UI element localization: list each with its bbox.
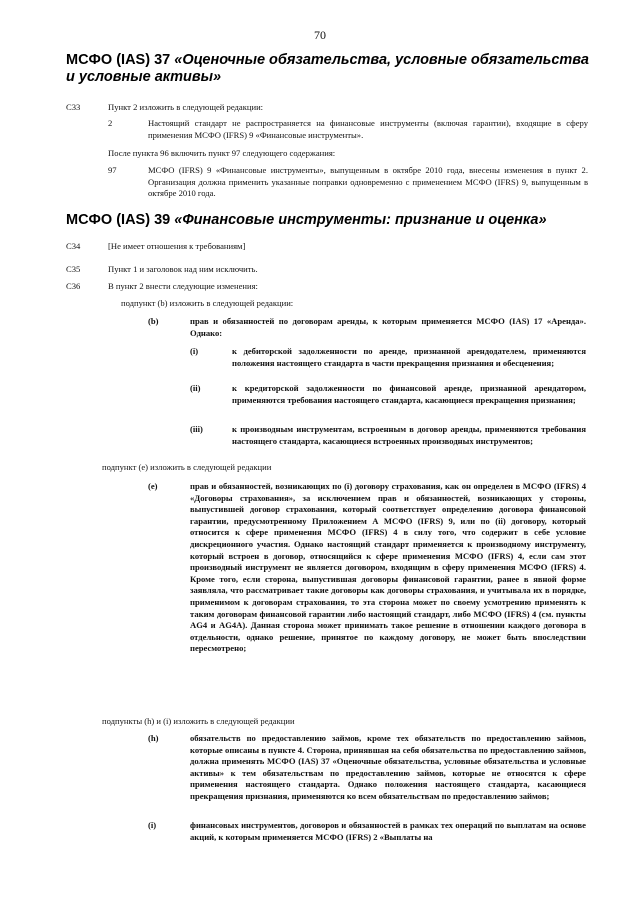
- subparagraph-text: прав и обязанностей, возникающих по (i) договору страхования, как он определен в МСФО (IFRS) 4 «Договоры страхования», за исключением прав и обязанностей, возникающих у стороны, выпустившей договор страхования, который соответствует определению договора финансовой гарантии, предусмотренному Приложением А МСФО (IFRS) 9, или по (ii) договору, который относится к сфере применения МСФО (IFRS) 4 в силу того, что содержит в себе условие дискреционного участия. Однако настоящий стандарт применяется к производному инструменту, который встроен в договор, относящийся к сфере применения МСФО (IFRS) 4, если сам этот производный инструмент не является договором, входящим в сферу применения МСФО (IFRS) 4. Кроме того, если сторона, выпустившая договоры финансовой гарантии, ранее в явной форме заявляла, что рассматривает такие договоры как договоры страхования, и учитывала их в порядке, применимом к договорам страхования, то эта сторона может по своему усмотрению применять к таким договорам финансовой гарантии либо настоящий стандарт, либо МСФО (IFRS) 4 (см. пункты AG4 и AG4A). Данная сторона может принимать такое решение в отношении каждого договора в отдельности, однако решение, принятое по каждому договору, не может быть впоследствии пересмотрено;: [190, 481, 586, 654]
- paragraph-text: Пункт 2 изложить в следующей редакции:: [108, 102, 264, 112]
- item-text: МСФО (IFRS) 9 «Финансовые инструменты», выпущенным в октябре 2010 года, внесены изменения в пункт 2. Организация должна применить указанные поправки одновременно с применением МСФО (IFRS) 9, выпущенным в октябре 2010 года.: [148, 165, 588, 199]
- clause-text: к производным инструментам, встроенным в договор аренды, применяются требования настоящего стандарта, касающиеся встроенных производных инструментов;: [232, 424, 586, 446]
- subparagraph-text: прав и обязанностей по договорам аренды, к которым применяется МСФО (IAS) 17 «Аренда». Однако:: [190, 316, 586, 338]
- item-number: 2: [108, 118, 113, 128]
- paragraph-text: После пункта 96 включить пункт 97 следующего содержания:: [108, 148, 336, 158]
- clause-label: (i): [190, 346, 199, 356]
- subparagraph-label: (e): [148, 481, 158, 491]
- paragraph-code: C34: [66, 241, 81, 251]
- subparagraph-text: финансовых инструментов, договоров и обязанностей в рамках тех операций по выплатам на основе акций, к которым применяется МСФО (IFRS) 2 «Выплаты на: [190, 820, 586, 842]
- subparagraph-text: обязательств по предоставлению займов, кроме тех обязательств по предоставлению займов, которые описаны в пункте 4. Сторона, принявшая на себя обязательства по предоставлению займов, должна применять МСФО (IAS) 37 «Оценочные обязательства, условные обязательства и условные активы» к тем обязательствам по предоставлению займов, которые не относятся к сфере применения настоящего стандарта. Однако положения настоящего стандарта, касающиеся прекращения признания, применяются ко всем обязательствам по предоставлению займов;: [190, 733, 586, 801]
- section-heading-ias37: [66, 52, 596, 86]
- subparagraph-label: (h): [148, 733, 159, 743]
- clause-label: (iii): [190, 424, 203, 434]
- page-number: 70: [314, 28, 326, 42]
- subparagraph-label: (b): [148, 316, 159, 326]
- paragraph-code: C35: [66, 264, 81, 274]
- clause-text: к кредиторской задолженности по финансовой аренде, признанной арендатором, применяются требования настоящего стандарта, касающиеся прекращения признания;: [232, 383, 586, 405]
- paragraph-text: [Не имеет отношения к требованиям]: [108, 241, 246, 251]
- subparagraph-label: (i): [148, 820, 157, 830]
- paragraph-code: C33: [66, 102, 81, 112]
- paragraph-code: C36: [66, 281, 81, 291]
- paragraph-text: В пункт 2 внести следующие изменения:: [108, 281, 258, 291]
- subparagraph-intro: подпункт (e) изложить в следующей редакции: [102, 462, 272, 472]
- item-number: 97: [108, 165, 117, 175]
- clause-text: к дебиторской задолженности по аренде, признанной арендодателем, применяются положения настоящего стандарта в части прекращения признания и обесценения;: [232, 346, 586, 368]
- heading-standard-code: МСФО (IAS) 37: [66, 52, 171, 68]
- section-heading-ias39: [66, 212, 596, 229]
- paragraph-text: Пункт 1 и заголовок над ним исключить.: [108, 264, 258, 274]
- subparagraph-intro: подпункты (h) и (i) изложить в следующей редакции: [102, 716, 295, 726]
- heading-standard-code: МСФО (IAS) 39: [66, 212, 171, 228]
- heading-standard-title: «Оценочные обязательства, условные обязательства и условные активы»: [66, 52, 589, 85]
- item-text: Настоящий стандарт не распространяется на финансовые инструменты (включая гарантии), входящие в сферу применения МСФО (IFRS) 9 «Финансовые инструменты».: [148, 118, 588, 140]
- subparagraph-intro: подпункт (b) изложить в следующей редакции:: [121, 298, 294, 308]
- clause-label: (ii): [190, 383, 201, 393]
- heading-standard-title: «Финансовые инструменты: признание и оценка»: [174, 212, 547, 228]
